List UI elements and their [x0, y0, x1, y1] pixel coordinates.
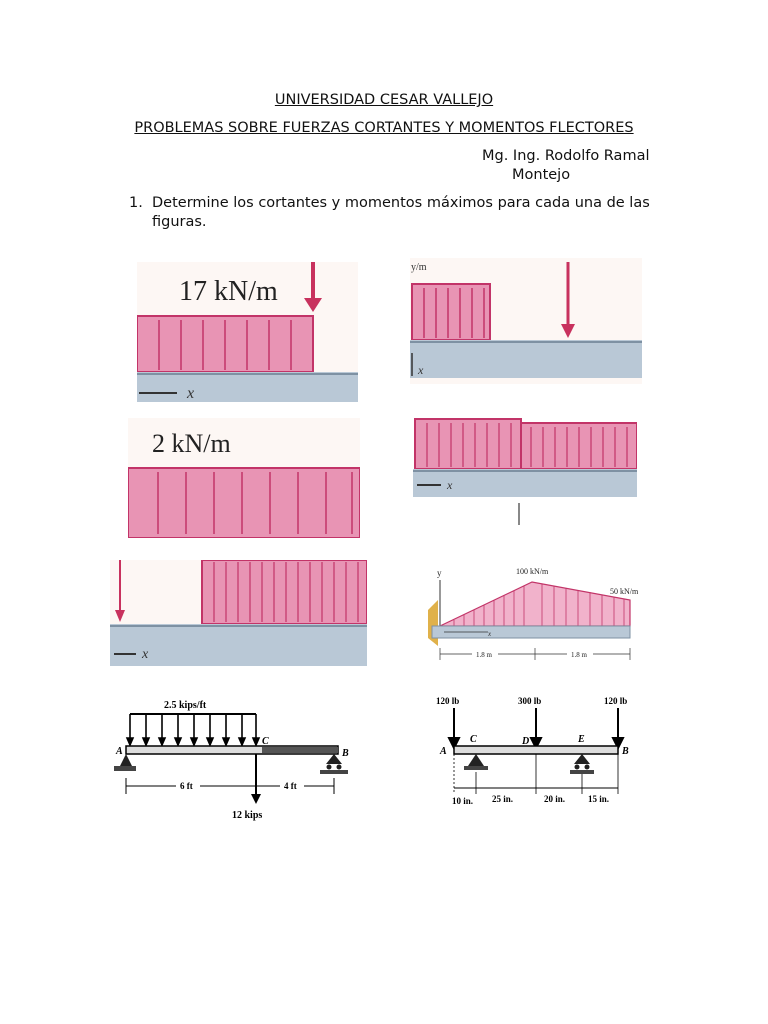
fig5-axis-label: x — [142, 647, 149, 662]
fig7-load-label: 2.5 kips/ft — [164, 700, 207, 711]
fig7-C-label: C — [262, 736, 269, 747]
problem-text-line2: figuras. — [152, 214, 207, 230]
problem-text-line1: Determine los cortantes y momentos máximos para cada una de las — [152, 195, 650, 211]
fig8-d2-label: 25 in. — [492, 794, 514, 804]
fig6-w1-label: 100 kN/m — [516, 567, 549, 576]
fig8-A-label: A — [440, 746, 447, 757]
fig8-P1-label: 120 lb — [436, 696, 460, 706]
document-title: PROBLEMAS SOBRE FUERZAS CORTANTES Y MOMENTOS FLECTORES — [134, 120, 634, 136]
fig8-d4-label: 15 in. — [588, 794, 610, 804]
figure-6-trapezoidal-load — [424, 560, 660, 672]
figure-8-beam-point-loads — [436, 690, 648, 814]
fig8-P2-label: 300 lb — [518, 696, 542, 706]
author-surname: Montejo — [512, 167, 571, 183]
figure-2-partial-load-point-force — [410, 258, 642, 384]
fig1-axis-label: x — [187, 385, 195, 402]
fig8-d3-label: 20 in. — [544, 794, 566, 804]
figure-4-stepped-load — [413, 415, 637, 527]
fig1-load-label: 17 kN/m — [179, 276, 278, 307]
fig7-P-label: 12 kips — [232, 810, 263, 821]
fig8-d1-label: 10 in. — [452, 796, 474, 806]
fig6-d1-label: 1.8 m — [476, 651, 492, 659]
figure-3-uniform-load — [128, 418, 360, 538]
fig7-B-label: B — [342, 748, 349, 759]
fig8-P3-label: 120 lb — [604, 696, 628, 706]
fig7-A-label: A — [116, 746, 123, 757]
figure-7-simply-supported-beam — [112, 690, 360, 822]
problem-number: 1. — [129, 195, 143, 211]
fig7-d1-label: 6 ft — [180, 781, 193, 791]
fig6-x-label: x — [488, 630, 492, 638]
fig7-d2-label: 4 ft — [284, 781, 297, 791]
fig2-label: y/m — [411, 262, 427, 273]
figure-5-point-force-partial-load — [110, 560, 367, 666]
author-name: Mg. Ing. Rodolfo Ramal — [482, 148, 650, 164]
fig4-axis-label: x — [447, 478, 453, 492]
fig6-d2-label: 1.8 m — [571, 651, 587, 659]
fig6-w2-label: 50 kN/m — [610, 587, 639, 596]
figure-1-cantilever-uniform-load — [137, 262, 358, 402]
fig8-B-label: B — [622, 746, 629, 757]
fig8-E-label: E — [578, 734, 585, 745]
fig2-axis-label: x — [418, 363, 424, 377]
fig6-y-label: y — [437, 568, 442, 578]
fig8-D-label: D — [522, 736, 530, 747]
fig8-C-label: C — [470, 734, 477, 745]
fig3-load-label: 2 kN/m — [152, 429, 231, 458]
university-title: UNIVERSIDAD CESAR VALLEJO — [274, 92, 494, 108]
